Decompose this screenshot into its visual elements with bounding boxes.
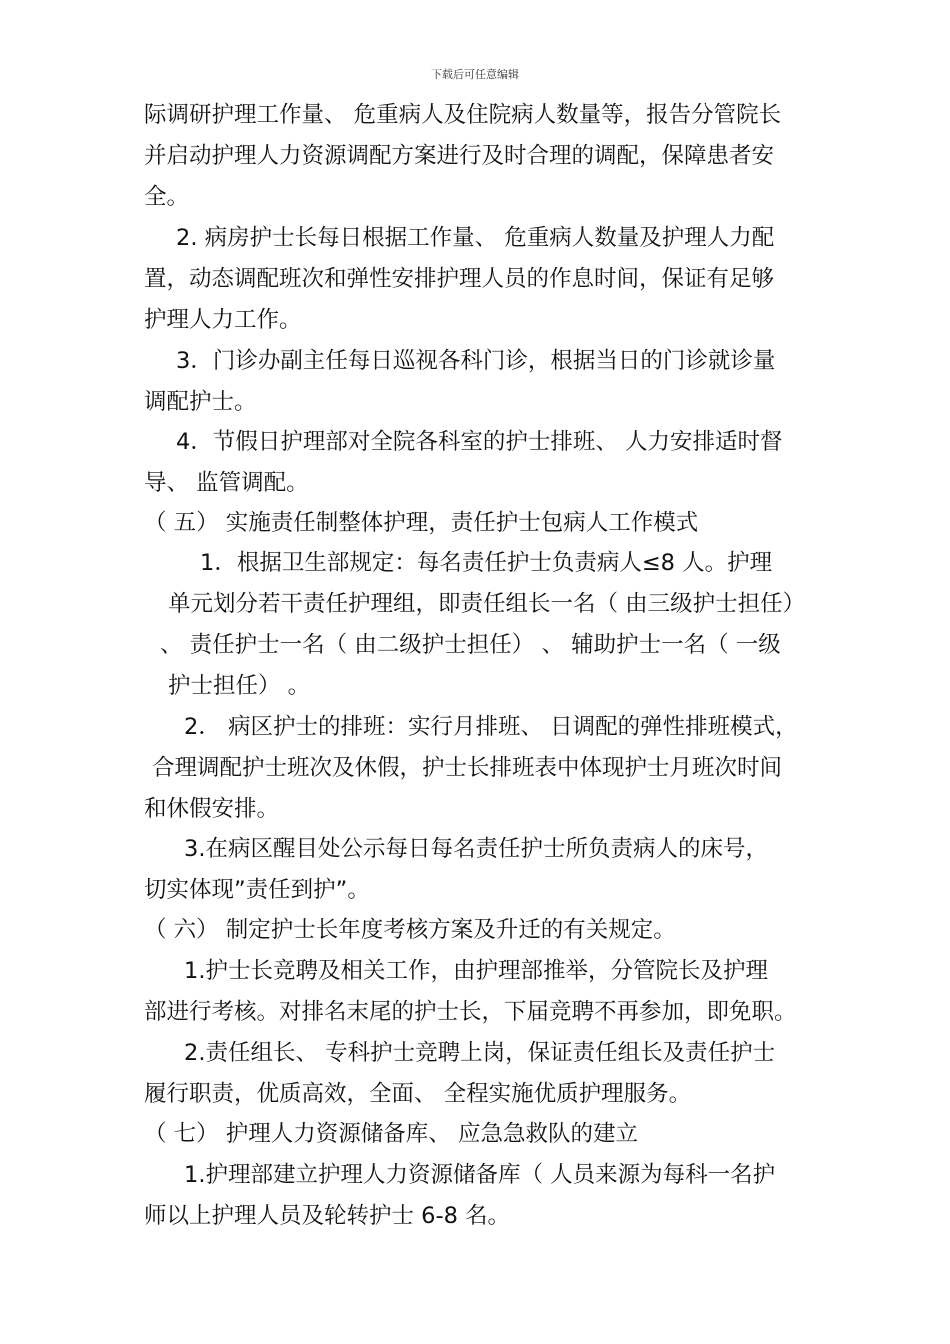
text-line: 合理调配护士班次及休假，护士长排班表中体现护士月班次时间	[152, 755, 783, 781]
text-line: 师以上护理人员及轮转护士 6-8 名。	[144, 1203, 511, 1229]
text-line: 3.在病区醒目处公示每日每名责任护士所负责病人的床号，	[184, 836, 768, 862]
text-line: 部进行考核。对排名末尾的护士长，下届竞聘不再参加，即免职。	[144, 999, 797, 1025]
text-line: 和休假安排。	[144, 796, 280, 822]
text-line: 全。	[144, 184, 190, 210]
text-line: 1.护士长竞聘及相关工作，由护理部推举，分管院长及护理	[184, 958, 768, 984]
section-heading: （ 六） 制定护士长年度考核方案及升迁的有关规定。	[144, 917, 676, 943]
text-line: 履行职责，优质高效，全面、 全程实施优质护理服务。	[144, 1081, 692, 1107]
text-line: 2. 病房护士长每日根据工作量、 危重病人数量及护理人力配	[176, 225, 775, 251]
text-line: 3．门诊办副主任每日巡视各科门诊，根据当日的门诊就诊量	[176, 348, 776, 374]
text-line: 单元划分若干责任护理组，即责任组长一名（ 由三级护士担任）	[168, 591, 806, 617]
section-heading: （ 五） 实施责任制整体护理，责任护士包病人工作模式	[144, 510, 699, 536]
text-line: 2.责任组长、 专科护士竞聘上岗，保证责任组长及责任护士	[184, 1040, 776, 1066]
text-line: 并启动护理人力资源调配方案进行及时合理的调配，保障患者安	[144, 143, 775, 169]
text-line: 2． 病区护士的排班：实行月排班、 日调配的弹性排班模式，	[184, 714, 798, 740]
text-line: 1．根据卫生部规定：每名责任护士负责病人≤8 人。护理	[200, 550, 773, 576]
text-line: 调配护士。	[144, 389, 257, 415]
text-line: 护理人力工作。	[144, 307, 302, 333]
text-line: 4．节假日护理部对全院各科室的护士排班、 人力安排适时督	[176, 429, 783, 455]
text-line: 置，动态调配班次和弹性安排护理人员的作息时间，保证有足够	[144, 266, 775, 292]
section-heading: （ 七） 护理人力资源储备库、 应急急救队的建立	[144, 1121, 638, 1147]
page-header: 下载后可任意编辑	[431, 68, 519, 81]
text-line: 切实体现”责任到护”。	[144, 877, 370, 903]
text-line: 1.护理部建立护理人力资源储备库（ 人员来源为每科一名护	[184, 1162, 776, 1188]
text-line: 导、 监管调配。	[144, 470, 309, 496]
text-line: 护士担任） 。	[168, 673, 311, 699]
text-line: 际调研护理工作量、 危重病人及住院病人数量等，报告分管院长	[144, 102, 782, 128]
text-line: 、 责任护士一名（ 由二级护士担任） 、 辅助护士一名（ 一级	[160, 632, 781, 658]
